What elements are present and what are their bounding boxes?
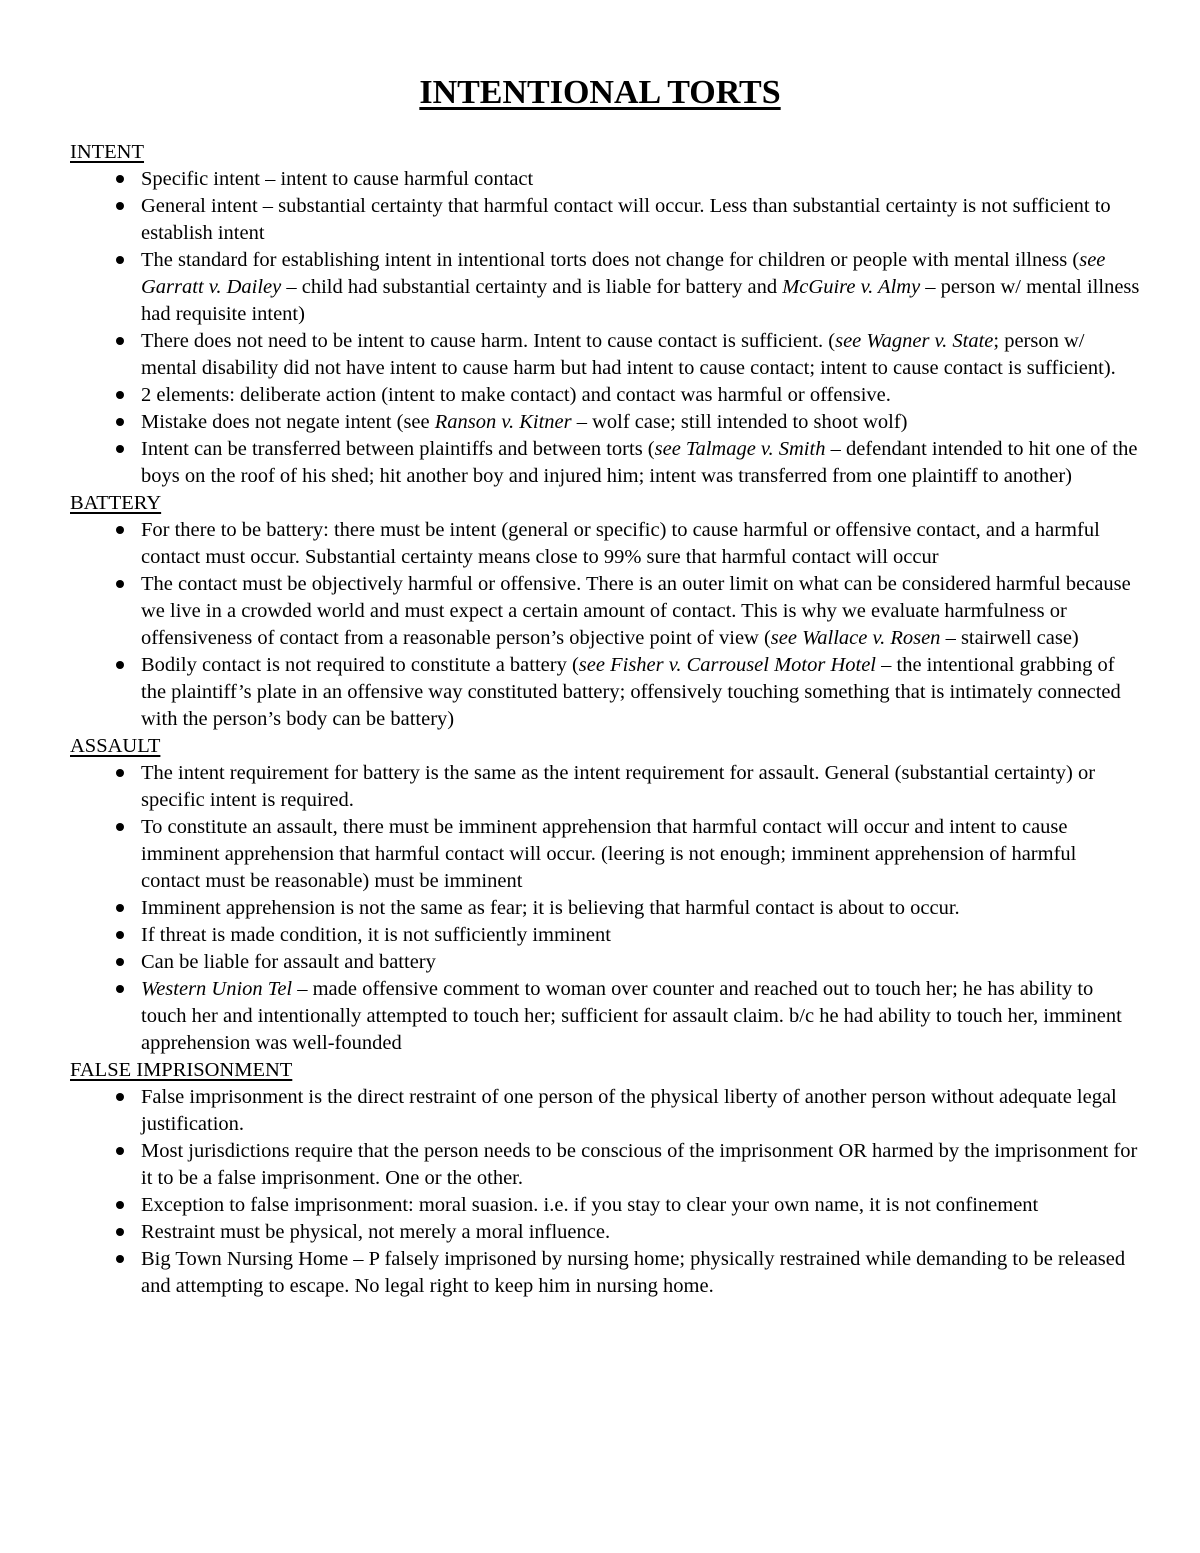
list-item [141, 895, 1140, 922]
list-item [141, 814, 1140, 895]
text-run: – wolf case; still intended to shoot wolf) [571, 411, 908, 433]
text-run: If threat is made condition, it is not sufficiently imminent [141, 924, 611, 946]
text-run: Can be liable for assault and battery [141, 951, 436, 973]
list-item [141, 382, 1140, 409]
text-run: Restraint must be physical, not merely a moral influence. [141, 1221, 611, 1243]
case-citation: McGuire v. Almy [782, 276, 921, 298]
list-item [141, 1138, 1140, 1192]
bullet-list [70, 760, 1140, 1057]
text-run: Mistake does not negate intent (see [141, 411, 435, 433]
list-item [141, 1246, 1140, 1300]
text-run: – defendant intended to hit one of the boys on the roof of his shed; hit another boy and injured him; intent was transferred from one plaintiff to another) [141, 438, 1138, 487]
bullet-list [70, 517, 1140, 733]
text-run: Imminent apprehension is not the same as fear; it is believing that harmful contact is about to occur. [141, 897, 960, 919]
list-item [141, 1192, 1140, 1219]
text-run: Bodily contact is not required to constitute a battery ( [141, 654, 579, 676]
case-citation: Ranson v. Kitner [434, 411, 572, 433]
case-citation: see Fisher v. Carrousel Motor Hotel [578, 654, 877, 676]
text-run: The intent requirement for battery is the same as the intent requirement for assault. General (substantial certainty) or specific intent is required. [141, 762, 1096, 811]
text-run: The standard for establishing intent in intentional torts does not change for children or people with mental illness ( [141, 249, 1080, 271]
case-citation: Western Union Tel [141, 978, 293, 1000]
bullet-list [70, 1084, 1140, 1300]
text-run: – stairwell case) [940, 627, 1079, 649]
text-run: General intent – substantial certainty that harmful contact will occur. Less than substantial certainty is not sufficient to establish intent [141, 195, 1111, 244]
list-item [141, 1219, 1140, 1246]
text-run: – child had substantial certainty and is liable for battery and [281, 276, 783, 298]
text-run: False imprisonment is the direct restraint of one person of the physical liberty of another person without adequate legal justification. [141, 1086, 1117, 1135]
text-run: ; person w/ mental disability did not have intent to cause harm but had intent to cause contact; intent to cause contact is sufficient). [141, 330, 1116, 379]
text-run: Most jurisdictions require that the person needs to be conscious of the imprisonment OR harmed by the imprisonment for it to be a false imprisonment. One or the other. [141, 1140, 1138, 1189]
list-item [141, 922, 1140, 949]
list-item [141, 652, 1140, 733]
case-citation: see Garratt v. Dailey [141, 249, 1106, 298]
text-run: Big Town Nursing Home – P falsely imprisoned by nursing home; physically restrained while demanding to be released and attempting to escape. No legal right to keep him in nursing home. [141, 1248, 1126, 1297]
page-title: INTENTIONAL TORTS [419, 74, 781, 111]
section-heading-assault: ASSAULT [70, 735, 161, 757]
text-run: To constitute an assault, there must be imminent apprehension that harmful contact will occur and intent to cause imminent apprehension that harmful contact will occur. (leering is not enough; imminent apprehension of harmful contact must be reasonable) must be imminent [141, 816, 1077, 892]
text-run: – the intentional grabbing of the plaintiff’s plate in an offensive way constituted battery; offensively touching something that is intimately connected with the person’s body can be battery) [141, 654, 1121, 730]
section-heading-intent: INTENT [70, 141, 145, 163]
list-item [141, 166, 1140, 193]
list-item [141, 1084, 1140, 1138]
text-run: – person w/ mental illness had requisite intent) [141, 276, 1140, 325]
text-run: Specific intent – intent to cause harmful contact [141, 168, 534, 190]
case-citation: see Wagner v. State [835, 330, 994, 352]
text-run: There does not need to be intent to cause harm. Intent to cause contact is sufficient. ( [141, 330, 836, 352]
list-item [141, 976, 1140, 1057]
document-body [70, 139, 1140, 1300]
text-run: Exception to false imprisonment: moral suasion. i.e. if you stay to clear your own name, it is not confinement [141, 1194, 1039, 1216]
case-citation: see Wallace v. Rosen [770, 627, 941, 649]
text-run: The contact must be objectively harmful or offensive. There is an outer limit on what can be considered harmful because we live in a crowded world and must expect a certain amount of contact. This is why we evaluate harmfulness or offensiveness of contact from a reasonable person’s objective point of view ( [141, 573, 1131, 649]
list-item [141, 949, 1140, 976]
case-citation: see Talmage v. Smith [654, 438, 826, 460]
text-run: For there to be battery: there must be intent (general or specific) to cause harmful or offensive contact, and a harmful contact must occur. Substantial certainty means close to 99% sure that harmful contact will occur [141, 519, 1100, 568]
bullet-list [70, 166, 1140, 490]
list-item [141, 247, 1140, 328]
section-heading-false-imprisonment: FALSE IMPRISONMENT [70, 1059, 293, 1081]
list-item [141, 760, 1140, 814]
list-item [141, 409, 1140, 436]
list-item [141, 436, 1140, 490]
section-heading-battery: BATTERY [70, 492, 162, 514]
list-item [141, 571, 1140, 652]
list-item [141, 328, 1140, 382]
list-item [141, 517, 1140, 571]
text-run: Intent can be transferred between plaintiffs and between torts ( [141, 438, 655, 460]
text-run: – made offensive comment to woman over counter and reached out to touch her; he has ability to touch her and intentionally attempted to touch her; sufficient for assault claim. b/c he had ability to touch her, imminent apprehension was well-founded [141, 978, 1122, 1054]
list-item [141, 193, 1140, 247]
text-run: 2 elements: deliberate action (intent to make contact) and contact was harmful or offensive. [141, 384, 891, 406]
